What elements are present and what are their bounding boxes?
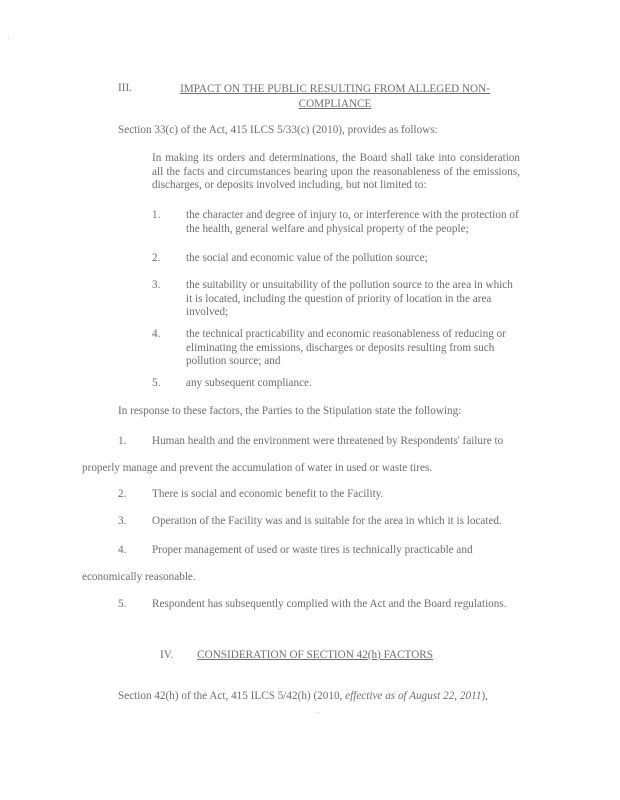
factor-text: any subsequent compliance. — [186, 377, 312, 389]
section-intro — [118, 690, 488, 702]
response-text: Human health and the environment were threatened by Respondents' failure to — [152, 435, 504, 447]
section-heading-iv — [160, 649, 433, 661]
response-number: 4. — [118, 544, 127, 556]
section-intro: Section 33(c) of the Act, 415 ILCS 5/33(c) (2010), provides as follows: — [118, 124, 438, 136]
factor-number: 5. — [152, 377, 161, 389]
section-intro-end: ), — [481, 690, 488, 702]
response-text: Operation of the Facility was and is suitable for the area in which it is located. — [152, 515, 502, 527]
response-text: Respondent has subsequently complied with the Act and the Board regulations. — [152, 598, 507, 610]
section-number: IV. — [160, 649, 174, 661]
response-number: 5. — [118, 598, 127, 610]
section-number: III. — [118, 82, 132, 94]
factor-text: the social and economic value of the pollution source; — [186, 252, 428, 264]
scan-speck — [8, 38, 9, 39]
factor-number: 1. — [152, 209, 161, 221]
section-title: IMPACT ON THE PUBLIC RESULTING FROM ALLEGED NON-COMPLIANCE — [180, 83, 490, 110]
factor-number: 4. — [152, 328, 161, 340]
response-number: 3. — [118, 515, 127, 527]
section-title: CONSIDERATION OF SECTION 42(h) FACTORS — [197, 649, 433, 661]
factor-number: 3. — [152, 279, 161, 291]
statute-quote: In making its orders and determinations, the Board shall take into consideration all the facts and circumstances bearing upon the reasonableness of the emissions, discharges, or deposits involved including, but not limited to: — [152, 152, 520, 191]
section-intro-italic: effective as of August 22, 2011 — [345, 690, 482, 702]
response-number: 1. — [118, 435, 127, 447]
factor-number: 2. — [152, 252, 161, 264]
response-text: Proper management of used or waste tires is technically practicable and — [152, 544, 473, 556]
response-text-continued: properly manage and prevent the accumulation of water in used or waste tires. — [82, 462, 433, 474]
factor-text: the technical practicability and economic reasonableness of reducing or eliminating the emissions, discharges or deposits resulting from such pollution source; and — [186, 328, 506, 367]
response-text: There is social and economic benefit to the Facility. — [152, 488, 384, 500]
scan-speck — [318, 712, 319, 713]
response-text-continued: economically reasonable. — [82, 571, 196, 583]
section-intro-text: Section 42(h) of the Act, 415 ILCS 5/42(h) (2010, — [118, 690, 346, 702]
response-number: 2. — [118, 488, 127, 500]
factor-text: the suitability or unsuitability of the pollution source to the area in which it is located, including the question of priority of location in the area involved; — [186, 279, 513, 318]
response-intro: In response to these factors, the Parties to the Stipulation state the following: — [118, 405, 462, 417]
factor-text: the character and degree of injury to, or interference with the protection of the health, general welfare and physical property of the people; — [186, 209, 519, 235]
